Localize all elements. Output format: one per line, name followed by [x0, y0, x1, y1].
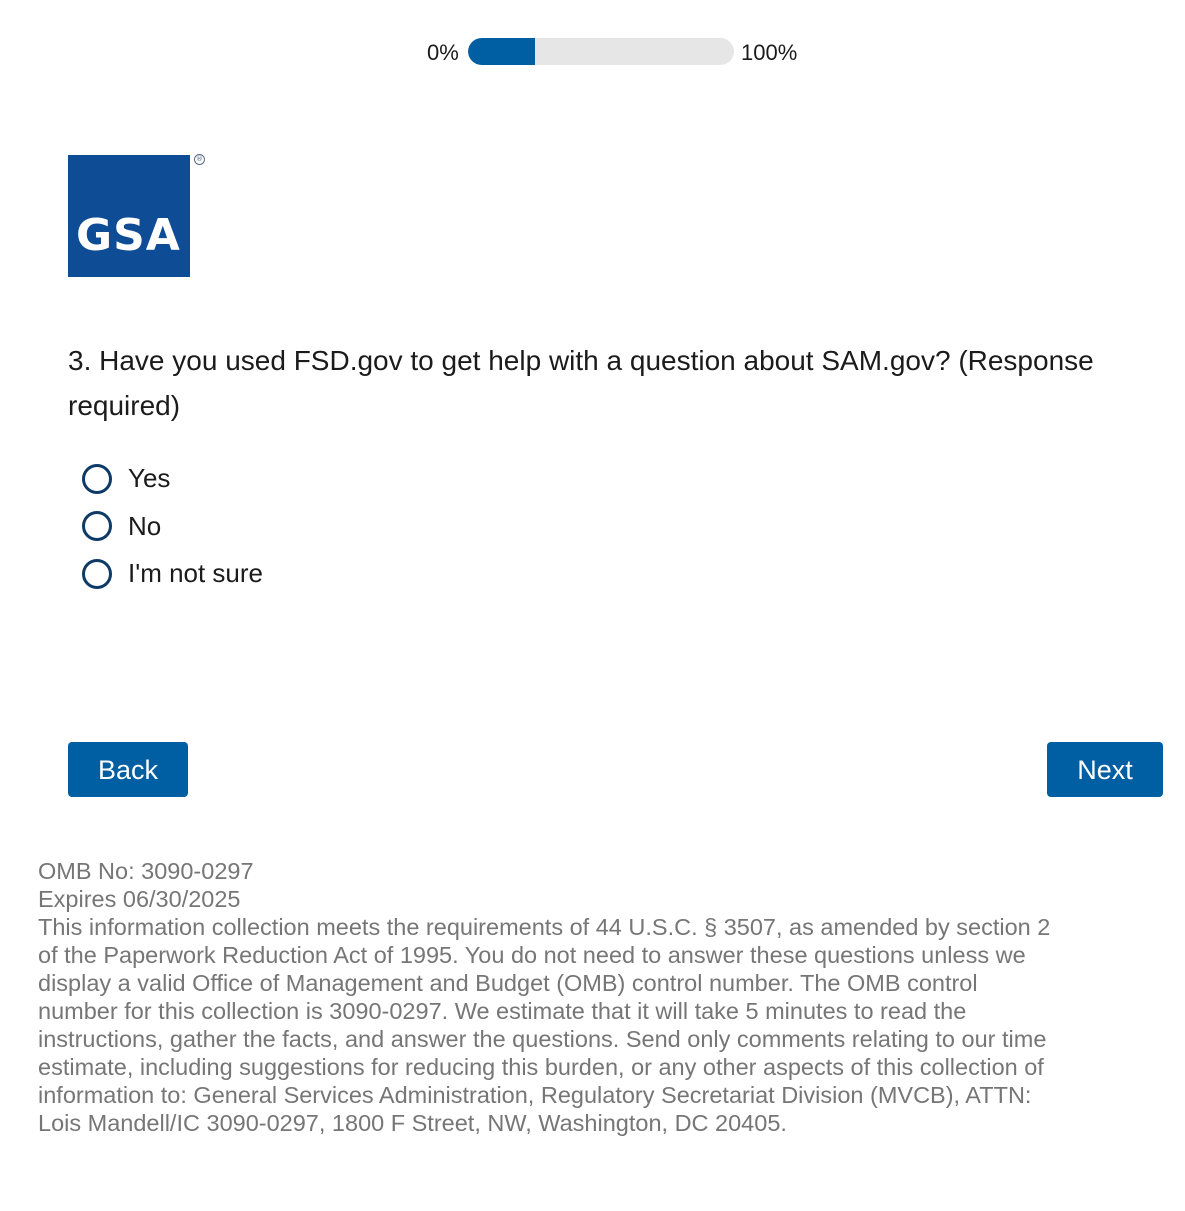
back-button[interactable]: Back — [68, 742, 188, 797]
question-text: 3. Have you used FSD.gov to get help with a question about SAM.gov? (Response required) — [68, 345, 1094, 421]
next-button[interactable]: Next — [1047, 742, 1163, 797]
option-no[interactable] — [82, 503, 263, 551]
option-label: Yes — [128, 463, 171, 494]
radio-button-icon[interactable] — [82, 511, 112, 541]
progress-max-label: 100% — [741, 40, 798, 65]
option-yes[interactable] — [82, 455, 263, 503]
registered-mark-icon: ® — [196, 155, 203, 163]
progress-bar-fill — [468, 38, 535, 65]
progress-min-label: 0% — [427, 40, 459, 65]
option-label: I'm not sure — [128, 558, 264, 589]
progress-indicator — [0, 38, 1185, 66]
progress-bar — [468, 38, 734, 65]
omb-number: OMB No: 3090-0297 — [38, 858, 254, 884]
omb-footer — [38, 857, 1058, 1137]
paperwork-notice: This information collection meets the requirements of 44 U.S.C. § 3507, as amended by section 2 of the Paperwork Reduction Act of 1995. You do not need to answer these questions unless we display a valid Office of Management and Budget (OMB) control number. The OMB control number for this collection is 3090-0297. We estimate that it will take 5 minutes to read the instructions, gather the facts, and answer the questions. Send only comments relating to our time estimate, including suggestions for reducing this burden, or any other aspects of this collection of information to: General Services Administration, Regulatory Secretariat Division (MVCB), ATTN: Lois Mandell/IC 3090-0297, 1800 F Street, NW, Washington, DC 20405. — [38, 914, 1051, 1136]
radio-button-icon[interactable] — [82, 464, 112, 494]
answer-options — [82, 455, 263, 598]
option-label: No — [128, 510, 162, 541]
radio-button-icon[interactable] — [82, 559, 112, 589]
omb-expiration: Expires 06/30/2025 — [38, 886, 241, 912]
gsa-logo — [68, 155, 190, 277]
gsa-logo-text: GSA — [76, 210, 181, 261]
option-not-sure[interactable] — [82, 550, 263, 598]
